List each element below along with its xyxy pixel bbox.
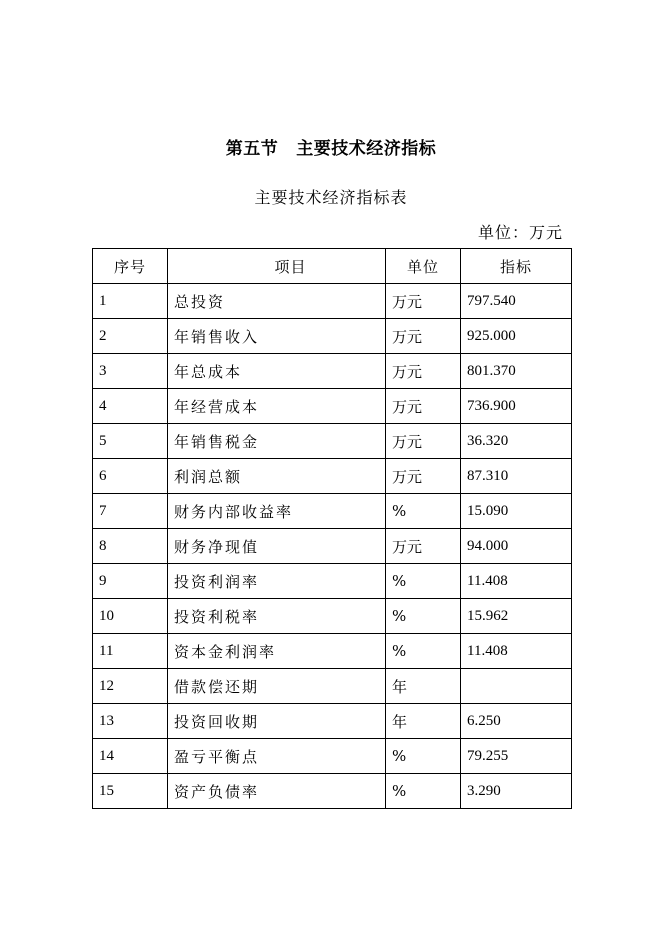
row-unit: 万元 (386, 529, 461, 564)
row-value: 11.408 (461, 564, 572, 599)
header-unit: 单位 (386, 249, 461, 284)
header-value: 指标 (461, 249, 572, 284)
row-number: 2 (93, 319, 168, 354)
row-unit: % (386, 774, 461, 809)
row-indicator-name: 盈亏平衡点 (168, 739, 386, 774)
section-number: 第五节 (225, 139, 279, 159)
row-value: 736.900 (461, 389, 572, 424)
table-row (93, 564, 572, 599)
row-number: 11 (93, 634, 168, 669)
row-indicator-name: 借款偿还期 (168, 669, 386, 704)
section-title (0, 134, 662, 159)
table-row (93, 459, 572, 494)
row-unit: 万元 (386, 284, 461, 319)
table-row (93, 389, 572, 424)
row-unit: 万元 (386, 389, 461, 424)
row-number: 6 (93, 459, 168, 494)
table-row (93, 774, 572, 809)
row-value: 15.962 (461, 599, 572, 634)
section-heading: 主要技术经济指标 (296, 139, 437, 159)
table-row (93, 424, 572, 459)
row-indicator-name: 投资回收期 (168, 704, 386, 739)
row-indicator-name: 资产负债率 (168, 774, 386, 809)
table-row (93, 529, 572, 564)
row-number: 14 (93, 739, 168, 774)
table-row (93, 354, 572, 389)
row-indicator-name: 年总成本 (168, 354, 386, 389)
row-unit: % (386, 739, 461, 774)
row-value: 11.408 (461, 634, 572, 669)
row-number: 3 (93, 354, 168, 389)
table-row (93, 669, 572, 704)
row-unit: % (386, 564, 461, 599)
row-value: 36.320 (461, 424, 572, 459)
row-number: 4 (93, 389, 168, 424)
row-indicator-name: 利润总额 (168, 459, 386, 494)
row-number: 13 (93, 704, 168, 739)
row-unit: 万元 (386, 319, 461, 354)
row-unit: % (386, 494, 461, 529)
row-unit: 年 (386, 669, 461, 704)
row-indicator-name: 投资利润率 (168, 564, 386, 599)
row-unit: 万元 (386, 424, 461, 459)
table-header-row (93, 249, 572, 284)
row-value: 87.310 (461, 459, 572, 494)
row-number: 8 (93, 529, 168, 564)
row-number: 5 (93, 424, 168, 459)
row-indicator-name: 投资利税率 (168, 599, 386, 634)
row-number: 7 (93, 494, 168, 529)
row-number: 1 (93, 284, 168, 319)
row-unit: 万元 (386, 459, 461, 494)
header-no: 序号 (93, 249, 168, 284)
row-indicator-name: 财务内部收益率 (168, 494, 386, 529)
row-value: 94.000 (461, 529, 572, 564)
row-value (461, 669, 572, 704)
header-item: 项目 (168, 249, 386, 284)
row-number: 10 (93, 599, 168, 634)
row-number: 15 (93, 774, 168, 809)
row-unit: % (386, 599, 461, 634)
row-value: 3.290 (461, 774, 572, 809)
row-value: 925.000 (461, 319, 572, 354)
row-number: 12 (93, 669, 168, 704)
row-indicator-name: 年经营成本 (168, 389, 386, 424)
unit-note: 单位：万元 (477, 223, 563, 242)
row-indicator-name: 财务净现值 (168, 529, 386, 564)
row-unit: 年 (386, 704, 461, 739)
row-number: 9 (93, 564, 168, 599)
row-unit: 万元 (386, 354, 461, 389)
table-row (93, 739, 572, 774)
indicators-table (92, 248, 572, 809)
row-value: 79.255 (461, 739, 572, 774)
row-indicator-name: 资本金利润率 (168, 634, 386, 669)
table-caption: 主要技术经济指标表 (254, 188, 408, 207)
row-value: 6.250 (461, 704, 572, 739)
row-indicator-name: 年销售收入 (168, 319, 386, 354)
row-indicator-name: 总投资 (168, 284, 386, 319)
row-value: 801.370 (461, 354, 572, 389)
row-value: 15.090 (461, 494, 572, 529)
table-row (93, 319, 572, 354)
table-row (93, 494, 572, 529)
table-row (93, 704, 572, 739)
row-value: 797.540 (461, 284, 572, 319)
row-unit: % (386, 634, 461, 669)
row-indicator-name: 年销售税金 (168, 424, 386, 459)
table-row (93, 284, 572, 319)
table-row (93, 599, 572, 634)
table-row (93, 634, 572, 669)
